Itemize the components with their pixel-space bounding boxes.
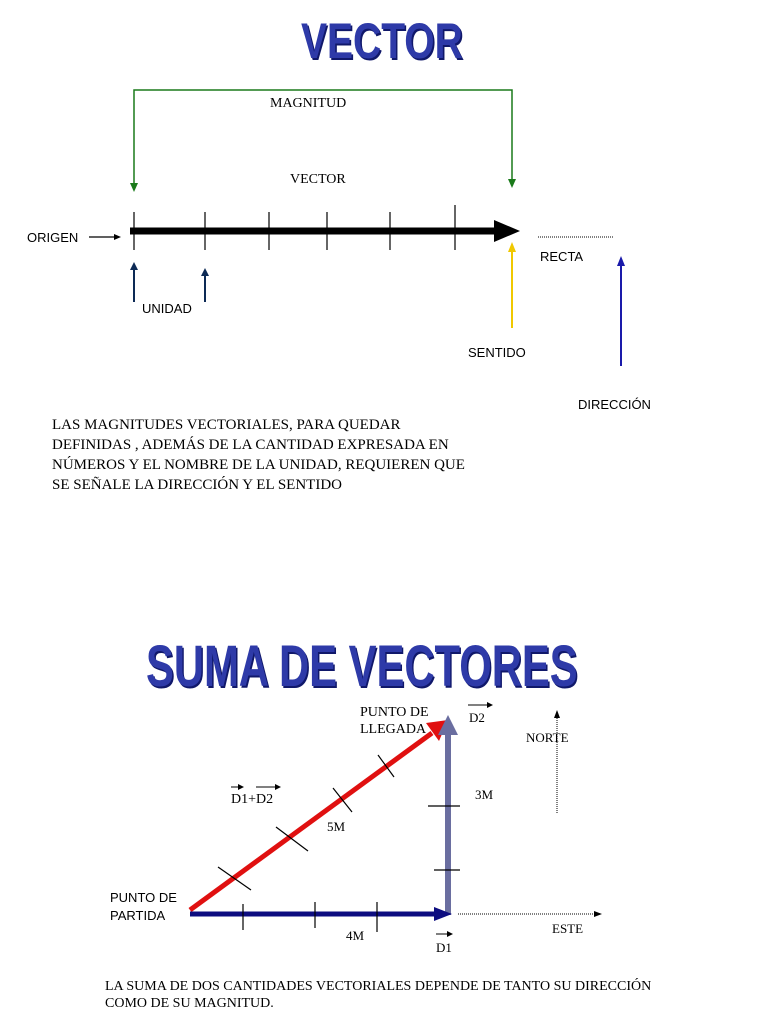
este-axis — [458, 911, 602, 917]
punto-llegada-line: PUNTO DE — [360, 705, 429, 720]
norte-axis — [554, 710, 560, 813]
d2-vector — [438, 715, 458, 915]
unidad-label: UNIDAD — [142, 301, 192, 316]
origen-arrow — [89, 234, 121, 240]
definition-paragraph — [52, 415, 465, 495]
d1-vector — [190, 907, 452, 921]
vector-label: VECTOR — [290, 172, 346, 187]
punto-llegada-label — [360, 704, 429, 738]
direccion-arrow — [617, 256, 625, 366]
paragraph-line: DEFINIDAS , ADEMÁS DE LA CANTIDAD EXPRESADA EN — [52, 437, 449, 453]
d2-label: D2 — [469, 710, 485, 725]
sum-label: D1+D2 — [231, 792, 274, 807]
paragraph-line: NÚMEROS Y EL NOMBRE DE LA UNIDAD, REQUIEREN QUE — [52, 457, 465, 473]
este-label: ESTE — [552, 921, 584, 936]
direccion-label: DIRECCIÓN — [578, 397, 651, 412]
sentido-label: SENTIDO — [468, 345, 526, 360]
origen-label: ORIGEN — [27, 230, 79, 245]
main-vector-arrow — [130, 220, 520, 242]
d1-label: D1 — [436, 940, 452, 955]
resultant-vector — [190, 720, 448, 910]
three-m-label: 3M — [475, 787, 494, 802]
punto-partida-line: PARTIDA — [110, 908, 166, 923]
magnitud-label: MAGNITUD — [270, 96, 347, 111]
punto-partida-label — [110, 889, 177, 925]
unidad-arrows — [130, 262, 209, 302]
sentido-arrow — [508, 242, 516, 328]
footer-line: LA SUMA DE DOS CANTIDADES VECTORIALES DEPENDE DE TANTO SU DIRECCIÓN — [105, 979, 652, 994]
paragraph-line: SE SEÑALE LA DIRECCIÓN Y EL SENTIDO — [52, 477, 342, 493]
d2-ticks — [428, 806, 460, 870]
four-m-label: 4M — [346, 928, 365, 943]
norte-label: NORTE — [526, 730, 569, 745]
punto-llegada-line: LLEGADA — [360, 722, 427, 737]
punto-partida-line: PUNTO DE — [110, 890, 177, 905]
footer-line: COMO DE SU MAGNITUD. — [105, 996, 274, 1011]
footer-paragraph — [105, 978, 651, 1012]
vector-title: VECTOR — [301, 13, 463, 69]
paragraph-line: LAS MAGNITUDES VECTORIALES, PARA QUEDAR — [52, 417, 401, 433]
suma-title: SUMA DE VECTORES — [146, 634, 578, 699]
five-m-label: 5M — [327, 819, 346, 834]
recta-label: RECTA — [540, 249, 584, 264]
